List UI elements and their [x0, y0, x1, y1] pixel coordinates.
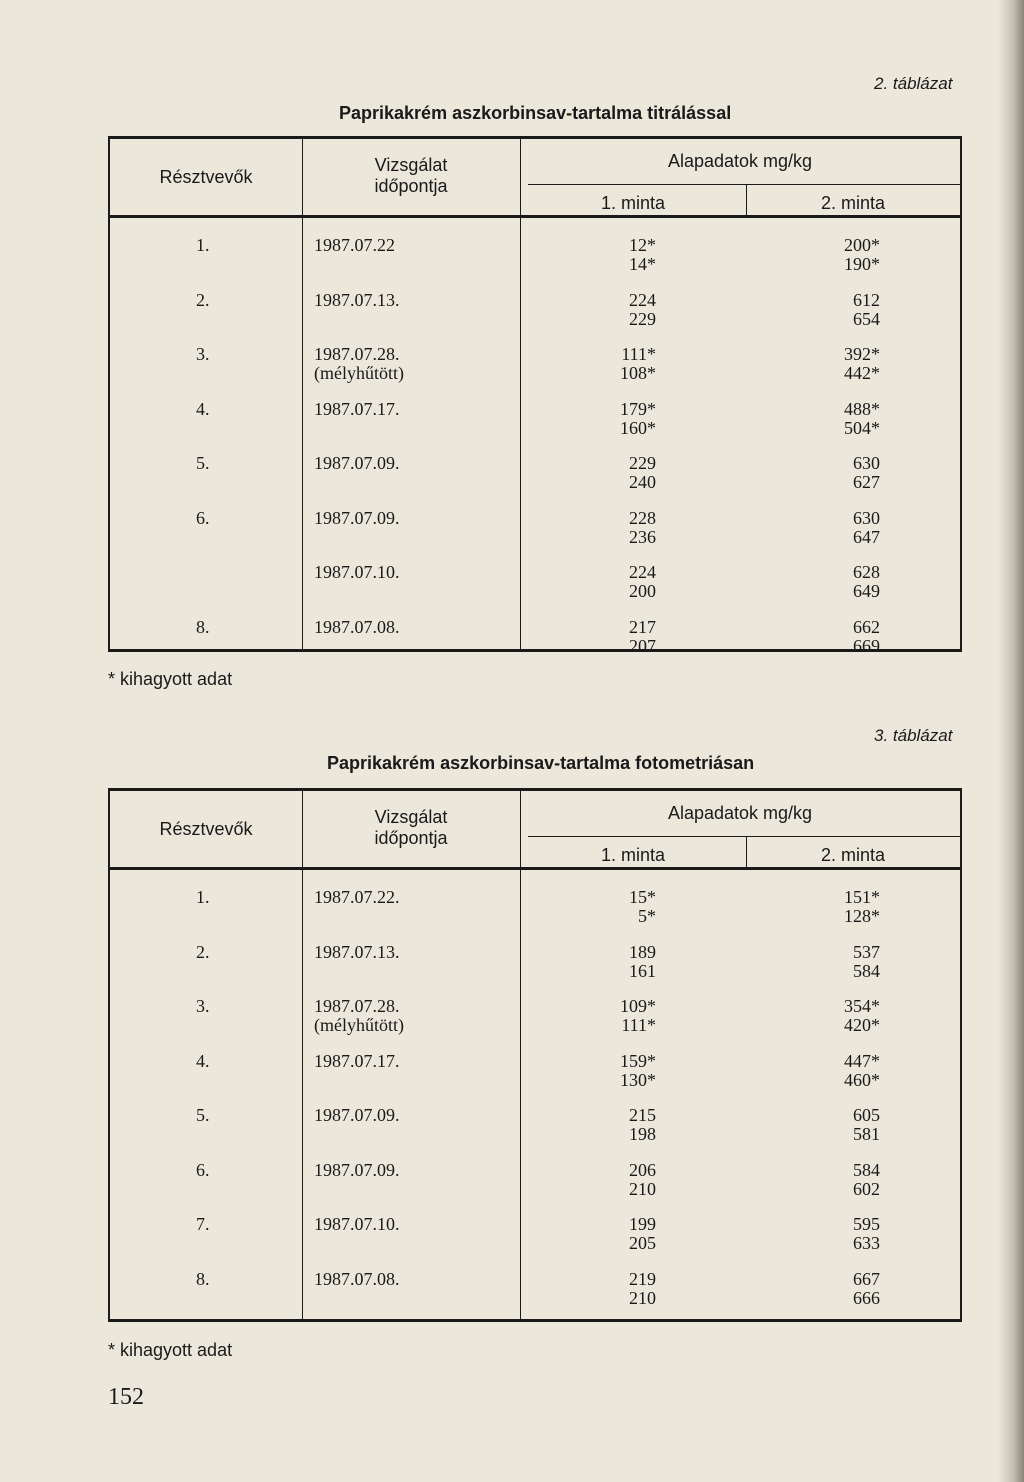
test-date: 1987.07.28.: [314, 996, 400, 1016]
sample1-value: 224: [629, 289, 656, 310]
table3-col-date-line1: Vizsgálat: [374, 807, 448, 827]
table3-footnote: * kihagyott adat: [108, 1340, 233, 1360]
table2-footnote: * kihagyott adat: [108, 669, 233, 689]
sample2-value: 488*: [844, 398, 880, 419]
test-date: 1987.07.08.: [314, 616, 400, 637]
table3-col-sample1: 1. minta: [600, 845, 666, 865]
test-date: 1987.07.10.: [314, 1214, 400, 1234]
sample1-value: 159*: [620, 1050, 656, 1071]
sample1-value: 224: [629, 562, 656, 582]
test-date-note: (mélyhűtött): [314, 1015, 404, 1035]
table2-col-participants: Résztvevők: [159, 167, 253, 187]
sample2-value: 354*: [844, 996, 880, 1016]
table3-col-base-data: Alapadatok mg/kg: [667, 803, 813, 823]
sample1-value: 217: [629, 616, 656, 637]
table2-col-sample1: 1. minta: [600, 193, 666, 213]
sample1-value: 210: [629, 1287, 656, 1308]
test-date: 1987.07.08.: [314, 1268, 400, 1289]
sample2-value: 128*: [844, 906, 880, 926]
sample1-value: 111*: [621, 1015, 656, 1035]
sample2-value: 649: [853, 581, 880, 601]
sample2-value: 627: [853, 472, 880, 492]
sample2-value: 647: [853, 526, 880, 547]
participant-number: 7.: [196, 1214, 210, 1234]
table2-col-date-line2: időpontja: [374, 176, 448, 196]
sample2-value: 654: [853, 308, 880, 329]
test-date: 1987.07.17.: [314, 398, 400, 419]
sample1-value: 210: [629, 1178, 656, 1199]
test-date: 1987.07.22.: [314, 887, 400, 907]
sample1-value: 236: [629, 526, 656, 547]
test-date: 1987.07.28.: [314, 344, 400, 364]
sample1-value: 199: [629, 1214, 656, 1234]
sample1-value: 215: [629, 1105, 656, 1125]
table2-title: Paprikakrém aszkorbinsav-tartalma titrálással: [339, 103, 732, 123]
sample2-value: 581: [853, 1124, 880, 1144]
participant-number: 4.: [196, 1050, 210, 1071]
participant-number: 6.: [196, 1159, 210, 1180]
table2-col-date-line1: Vizsgálat: [374, 155, 448, 175]
participant-number: 8.: [196, 616, 210, 637]
sample2-value: 537: [853, 941, 880, 962]
sample2-value: 447*: [844, 1050, 880, 1071]
sample1-value: 206: [629, 1159, 656, 1180]
sample2-value: 584: [853, 1159, 880, 1180]
sample2-value: 667: [853, 1268, 880, 1289]
table2-col-base-data: Alapadatok mg/kg: [667, 151, 813, 171]
sample2-value: 420*: [844, 1015, 880, 1035]
participant-number: 1.: [196, 887, 210, 907]
test-date: 1987.07.09.: [314, 507, 400, 528]
table2-header: [110, 139, 960, 218]
test-date: 1987.07.13.: [314, 941, 400, 962]
table3-col-participants: Résztvevők: [159, 819, 253, 839]
test-date: 1987.07.10.: [314, 562, 400, 582]
participant-number: 4.: [196, 398, 210, 419]
table3-title: Paprikakrém aszkorbinsav-tartalma fotometriásan: [327, 753, 755, 773]
test-date-note: (mélyhűtött): [314, 363, 404, 383]
sample1-value: 240: [629, 472, 656, 492]
sample1-value: 14*: [629, 254, 656, 274]
sample1-value: 179*: [620, 398, 656, 419]
sample2-value: 392*: [844, 344, 880, 364]
sample2-value: 666: [853, 1287, 880, 1308]
participant-number: 8.: [196, 1268, 210, 1289]
sample1-value: 228: [629, 507, 656, 528]
sample1-value: 205: [629, 1233, 656, 1253]
page-number: 152: [108, 1384, 144, 1410]
table2: [108, 136, 962, 656]
sample2-value: 504*: [844, 417, 880, 438]
test-date: 1987.07.09.: [314, 1105, 400, 1125]
table3-label: 3. táblázat: [874, 726, 953, 745]
sample1-value: 229: [629, 308, 656, 329]
sample1-value: 198: [629, 1124, 656, 1144]
sample1-value: 207: [629, 635, 656, 656]
sample1-value: 161: [629, 960, 656, 981]
participant-number: 2.: [196, 941, 210, 962]
page-edge-shadow: [998, 0, 1024, 1482]
sample1-value: 160*: [620, 417, 656, 438]
sample2-value: 602: [853, 1178, 880, 1199]
test-date: 1987.07.17.: [314, 1050, 400, 1071]
table3-body: [110, 870, 960, 1319]
sample2-value: 200*: [844, 235, 880, 255]
participant-number: 3.: [196, 996, 210, 1016]
test-date: 1987.07.09.: [314, 1159, 400, 1180]
participant-number: 3.: [196, 344, 210, 364]
sample2-value: 605: [853, 1105, 880, 1125]
sample2-value: 630: [853, 453, 880, 473]
sample2-value: 584: [853, 960, 880, 981]
test-date: 1987.07.13.: [314, 289, 400, 310]
table3-header: [110, 791, 960, 870]
sample2-value: 151*: [844, 887, 880, 907]
table2-label: 2. táblázat: [874, 74, 953, 93]
test-date: 1987.07.09.: [314, 453, 400, 473]
test-date: 1987.07.22: [314, 235, 395, 255]
sample2-value: 595: [853, 1214, 880, 1234]
sample1-value: 200: [629, 581, 656, 601]
sample1-value: 111*: [621, 344, 656, 364]
table2-body: [110, 218, 960, 656]
sample2-value: 190*: [844, 254, 880, 274]
sample2-value: 662: [853, 616, 880, 637]
table3: [108, 788, 962, 1322]
sample1-value: 219: [629, 1268, 656, 1289]
sample1-value: 108*: [620, 363, 656, 383]
participant-number: 1.: [196, 235, 210, 255]
participant-number: 5.: [196, 453, 210, 473]
table2-col-sample2: 2. minta: [820, 193, 886, 213]
sample2-value: 442*: [844, 363, 880, 383]
table3-col-date-line2: időpontja: [374, 828, 448, 848]
sample2-value: 669: [853, 635, 880, 656]
sample1-value: 229: [629, 453, 656, 473]
sample2-value: 630: [853, 507, 880, 528]
sample1-value: 5*: [638, 906, 656, 926]
sample1-value: 130*: [620, 1069, 656, 1090]
table3-col-sample2: 2. minta: [820, 845, 886, 865]
sample1-value: 15*: [629, 887, 656, 907]
sample1-value: 189: [629, 941, 656, 962]
sample1-value: 109*: [620, 996, 656, 1016]
sample2-value: 633: [853, 1233, 880, 1253]
sample1-value: 12*: [629, 235, 656, 255]
sample2-value: 460*: [844, 1069, 880, 1090]
participant-number: 5.: [196, 1105, 210, 1125]
sample2-value: 612: [853, 289, 880, 310]
participant-number: 6.: [196, 507, 210, 528]
sample2-value: 628: [853, 562, 880, 582]
participant-number: 2.: [196, 289, 210, 310]
